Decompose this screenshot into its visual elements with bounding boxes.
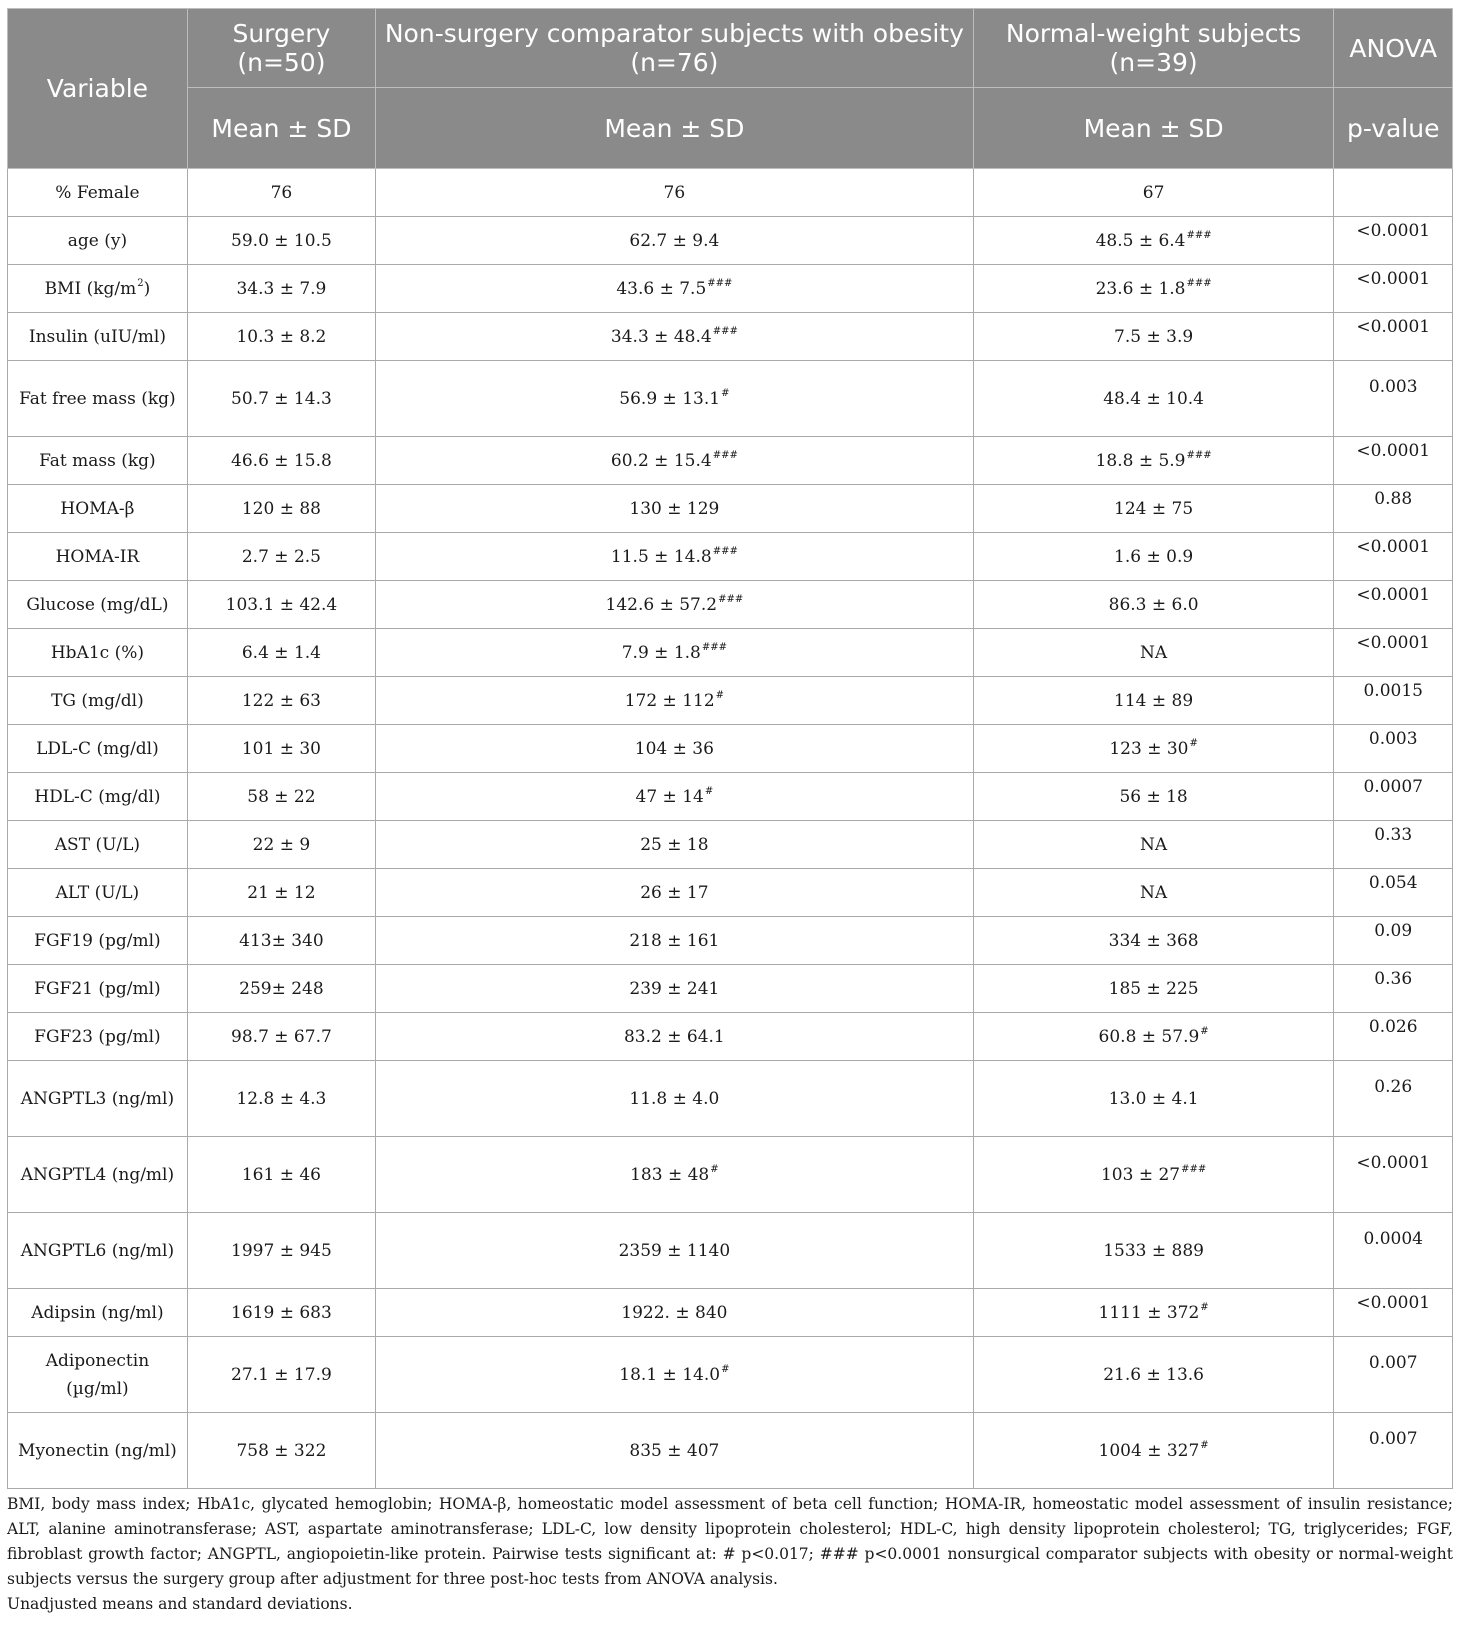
significance-mark: # [721, 387, 730, 399]
cell-pvalue: <0.0001 [1334, 1289, 1453, 1337]
cell-pvalue: 0.26 [1334, 1061, 1453, 1137]
cell-pvalue: 0.003 [1334, 361, 1453, 437]
cell-variable: FGF21 (pg/ml) [8, 965, 188, 1013]
table-row [8, 629, 1453, 677]
table-row [8, 821, 1453, 869]
header-stat-surgery: Mean ± SD [187, 88, 375, 169]
cell-variable: TG (mg/dl) [8, 677, 188, 725]
cell-normal: 7.5 ± 3.9 [973, 313, 1334, 361]
cell-comparator: 11.5 ± 14.8### [376, 533, 974, 581]
cell-comparator: 60.2 ± 15.4### [376, 437, 974, 485]
cell-normal: 1111 ± 372# [973, 1289, 1334, 1337]
cell-normal: 18.8 ± 5.9### [973, 437, 1334, 485]
cell-normal: 48.4 ± 10.4 [973, 361, 1334, 437]
cell-variable: BMI $(kg/m^2)$ [8, 265, 188, 313]
cell-normal: 124 ± 75 [973, 485, 1334, 533]
cell-surgery: 10.3 ± 8.2 [187, 313, 375, 361]
cell-surgery: 50.7 ± 14.3 [187, 361, 375, 437]
table-row [8, 265, 1453, 313]
cell-comparator: 130 ± 129 [376, 485, 974, 533]
table-row [8, 1137, 1453, 1213]
significance-mark: ### [701, 641, 727, 653]
cell-comparator: 83.2 ± 64.1 [376, 1013, 974, 1061]
cell-variable: age (y) [8, 217, 188, 265]
cell-pvalue: <0.0001 [1334, 313, 1453, 361]
cell-surgery: 12.8 ± 4.3 [187, 1061, 375, 1137]
cell-comparator: 34.3 ± 48.4### [376, 313, 974, 361]
significance-mark: # [710, 1163, 719, 1175]
significance-mark: ### [1181, 1163, 1207, 1175]
cell-pvalue: <0.0001 [1334, 265, 1453, 313]
cell-normal: 103 ± 27### [973, 1137, 1334, 1213]
header-stat-normal: Mean ± SD [973, 88, 1334, 169]
cell-normal: NA [973, 629, 1334, 677]
header-pvalue: p-value [1334, 88, 1453, 169]
cell-pvalue: 0.007 [1334, 1413, 1453, 1489]
table-row [8, 1061, 1453, 1137]
cell-normal: 23.6 ± 1.8### [973, 265, 1334, 313]
significance-mark: # [1200, 1301, 1209, 1313]
cell-variable: Fat free mass (kg) [8, 361, 188, 437]
cell-normal: 67 [973, 169, 1334, 217]
cell-surgery: 103.1 ± 42.4 [187, 581, 375, 629]
significance-mark: # [1189, 737, 1198, 749]
cell-pvalue: 0.88 [1334, 485, 1453, 533]
cell-variable: ANGPTL6 (ng/ml) [8, 1213, 188, 1289]
cell-surgery: 22 ± 9 [187, 821, 375, 869]
table-row [8, 313, 1453, 361]
cell-variable: ALT (U/L) [8, 869, 188, 917]
table-row [8, 773, 1453, 821]
cell-comparator: 142.6 ± 57.2### [376, 581, 974, 629]
header-variable: Variable [8, 9, 188, 169]
header-surgery: Surgery (n=50) [187, 9, 375, 88]
cell-normal: 13.0 ± 4.1 [973, 1061, 1334, 1137]
cell-pvalue: 0.36 [1334, 965, 1453, 1013]
cell-variable: ANGPTL3 (ng/ml) [8, 1061, 188, 1137]
cell-comparator: 56.9 ± 13.1# [376, 361, 974, 437]
cell-variable: LDL-C (mg/dl) [8, 725, 188, 773]
table-header [8, 9, 1453, 169]
cell-variable: Fat mass (kg) [8, 437, 188, 485]
cell-pvalue: <0.0001 [1334, 217, 1453, 265]
cell-pvalue: 0.09 [1334, 917, 1453, 965]
cell-surgery: 59.0 ± 10.5 [187, 217, 375, 265]
significance-mark: # [715, 689, 725, 701]
header-stat-comparator: Mean ± SD [376, 88, 974, 169]
cell-surgery: 76 [187, 169, 375, 217]
cell-normal: 1.6 ± 0.9 [973, 533, 1334, 581]
significance-mark: # [1200, 1025, 1209, 1037]
cell-variable: FGF23 (pg/ml) [8, 1013, 188, 1061]
cell-comparator: 11.8 ± 4.0 [376, 1061, 974, 1137]
cell-surgery: 6.4 ± 1.4 [187, 629, 375, 677]
cell-pvalue [1334, 169, 1453, 217]
cell-pvalue: 0.026 [1334, 1013, 1453, 1061]
significance-mark: ### [712, 545, 738, 557]
cell-pvalue: <0.0001 [1334, 581, 1453, 629]
cell-normal: 114 ± 89 [973, 677, 1334, 725]
cell-pvalue: <0.0001 [1334, 1137, 1453, 1213]
cell-pvalue: 0.0004 [1334, 1213, 1453, 1289]
cell-comparator: 76 [376, 169, 974, 217]
cell-pvalue: <0.0001 [1334, 629, 1453, 677]
table-row [8, 361, 1453, 437]
header-anova: ANOVA [1334, 9, 1453, 88]
cell-surgery: 101 ± 30 [187, 725, 375, 773]
cell-comparator: 25 ± 18 [376, 821, 974, 869]
cell-comparator: 218 ± 161 [376, 917, 974, 965]
cell-comparator: 239 ± 241 [376, 965, 974, 1013]
significance-mark: ### [718, 593, 744, 605]
footnote-unadjusted: Unadjusted means and standard deviations. [7, 1595, 353, 1613]
cell-variable: HDL-C (mg/dl) [8, 773, 188, 821]
table-row [8, 1013, 1453, 1061]
significance-mark: ### [712, 325, 738, 337]
cell-variable: Adiponectin (µg/ml) [8, 1337, 188, 1413]
significance-mark: # [704, 785, 714, 797]
cell-comparator: 172 ± 112# [376, 677, 974, 725]
cell-comparator: 26 ± 17 [376, 869, 974, 917]
table-row [8, 917, 1453, 965]
cell-variable: HOMA-IR [8, 533, 188, 581]
table-row [8, 869, 1453, 917]
cell-pvalue: 0.007 [1334, 1337, 1453, 1413]
table-row [8, 725, 1453, 773]
table-row [8, 533, 1453, 581]
table-row [8, 677, 1453, 725]
cell-surgery: 122 ± 63 [187, 677, 375, 725]
cell-comparator: 62.7 ± 9.4 [376, 217, 974, 265]
table-row [8, 1289, 1453, 1337]
cell-normal: 1004 ± 327# [973, 1413, 1334, 1489]
cell-surgery: 1997 ± 945 [187, 1213, 375, 1289]
cell-surgery: 46.6 ± 15.8 [187, 437, 375, 485]
cell-variable: Myonectin (ng/ml) [8, 1413, 188, 1489]
table-row [8, 965, 1453, 1013]
cell-surgery: 27.1 ± 17.9 [187, 1337, 375, 1413]
cell-comparator: 183 ± 48# [376, 1137, 974, 1213]
cell-comparator: 104 ± 36 [376, 725, 974, 773]
table-body [8, 169, 1453, 1489]
cell-comparator: 2359 ± 1140 [376, 1213, 974, 1289]
cell-variable: HOMA-β [8, 485, 188, 533]
table-row [8, 437, 1453, 485]
table-row [8, 485, 1453, 533]
cell-pvalue: <0.0001 [1334, 437, 1453, 485]
cell-surgery: 2.7 ± 2.5 [187, 533, 375, 581]
cell-surgery: 21 ± 12 [187, 869, 375, 917]
significance-mark: # [1200, 1439, 1209, 1451]
cell-surgery: 413± 340 [187, 917, 375, 965]
table-row [8, 1213, 1453, 1289]
significance-mark: ### [1186, 277, 1212, 289]
cell-variable: FGF19 (pg/ml) [8, 917, 188, 965]
cell-surgery: 34.3 ± 7.9 [187, 265, 375, 313]
cell-normal: 123 ± 30# [973, 725, 1334, 773]
cell-normal: NA [973, 869, 1334, 917]
cell-normal: 48.5 ± 6.4### [973, 217, 1334, 265]
cell-normal: 1533 ± 889 [973, 1213, 1334, 1289]
table-row [8, 1413, 1453, 1489]
table-row [8, 581, 1453, 629]
significance-mark: ### [707, 277, 733, 289]
significance-mark: ### [1186, 229, 1212, 241]
cell-comparator: 43.6 ± 7.5### [376, 265, 974, 313]
cell-variable: % Female [8, 169, 188, 217]
cell-normal: 334 ± 368 [973, 917, 1334, 965]
cell-pvalue: 0.003 [1334, 725, 1453, 773]
cell-comparator: 7.9 ± 1.8### [376, 629, 974, 677]
significance-mark: ### [1186, 449, 1212, 461]
significance-mark: ### [712, 449, 738, 461]
cell-comparator: 1922. ± 840 [376, 1289, 974, 1337]
cell-comparator: 18.1 ± 14.0# [376, 1337, 974, 1413]
table-container [7, 8, 1453, 1617]
cell-normal: 185 ± 225 [973, 965, 1334, 1013]
cell-comparator: 47 ± 14# [376, 773, 974, 821]
cell-pvalue: <0.0001 [1334, 533, 1453, 581]
cell-variable: ANGPTL4 (ng/ml) [8, 1137, 188, 1213]
table-row [8, 1337, 1453, 1413]
table-row [8, 217, 1453, 265]
cell-normal: 56 ± 18 [973, 773, 1334, 821]
table-row [8, 169, 1453, 217]
cell-surgery: 161 ± 46 [187, 1137, 375, 1213]
cell-normal: 86.3 ± 6.0 [973, 581, 1334, 629]
cell-variable: AST (U/L) [8, 821, 188, 869]
cell-variable: HbA1c (%) [8, 629, 188, 677]
cell-normal: NA [973, 821, 1334, 869]
significance-mark: # [721, 1363, 730, 1375]
cell-variable: Adipsin (ng/ml) [8, 1289, 188, 1337]
footnote-abbreviations: BMI, body mass index; HbA1c, glycated hemoglobin; HOMA-β, homeostatic model assessment of beta cell function; HOMA-IR, homeostatic model assessment of insulin resistance; ALT, alanine aminotransferase; AST, aspartate aminotransferase; LDL-C, low density lipoprotein cholesterol; HDL-C, high density lipoprotein cholesterol; TG, triglycerides; FGF, fibroblast growth factor; ANGPTL, angiopoietin-like protein. Pairwise tests significant at: # p<0.017; ### p<0.0001 nonsurgical comparator subjects with obesity or normal-weight subjects versus the surgery group after adjustment for three post-hoc tests from ANOVA analysis. [7, 1495, 1453, 1588]
cell-surgery: 58 ± 22 [187, 773, 375, 821]
cell-normal: 60.8 ± 57.9# [973, 1013, 1334, 1061]
cell-surgery: 259± 248 [187, 965, 375, 1013]
data-table [7, 8, 1453, 1489]
cell-normal: 21.6 ± 13.6 [973, 1337, 1334, 1413]
cell-comparator: 835 ± 407 [376, 1413, 974, 1489]
cell-pvalue: 0.33 [1334, 821, 1453, 869]
cell-pvalue: 0.0007 [1334, 773, 1453, 821]
cell-variable: Glucose (mg/dL) [8, 581, 188, 629]
cell-surgery: 758 ± 322 [187, 1413, 375, 1489]
header-comparator: Non-surgery comparator subjects with obesity (n=76) [376, 9, 974, 88]
header-normal-weight: Normal-weight subjects (n=39) [973, 9, 1334, 88]
cell-surgery: 98.7 ± 67.7 [187, 1013, 375, 1061]
cell-pvalue: 0.054 [1334, 869, 1453, 917]
table-footnotes [7, 1492, 1453, 1617]
cell-surgery: 1619 ± 683 [187, 1289, 375, 1337]
cell-variable: Insulin (uIU/ml) [8, 313, 188, 361]
cell-pvalue: 0.0015 [1334, 677, 1453, 725]
cell-surgery: 120 ± 88 [187, 485, 375, 533]
